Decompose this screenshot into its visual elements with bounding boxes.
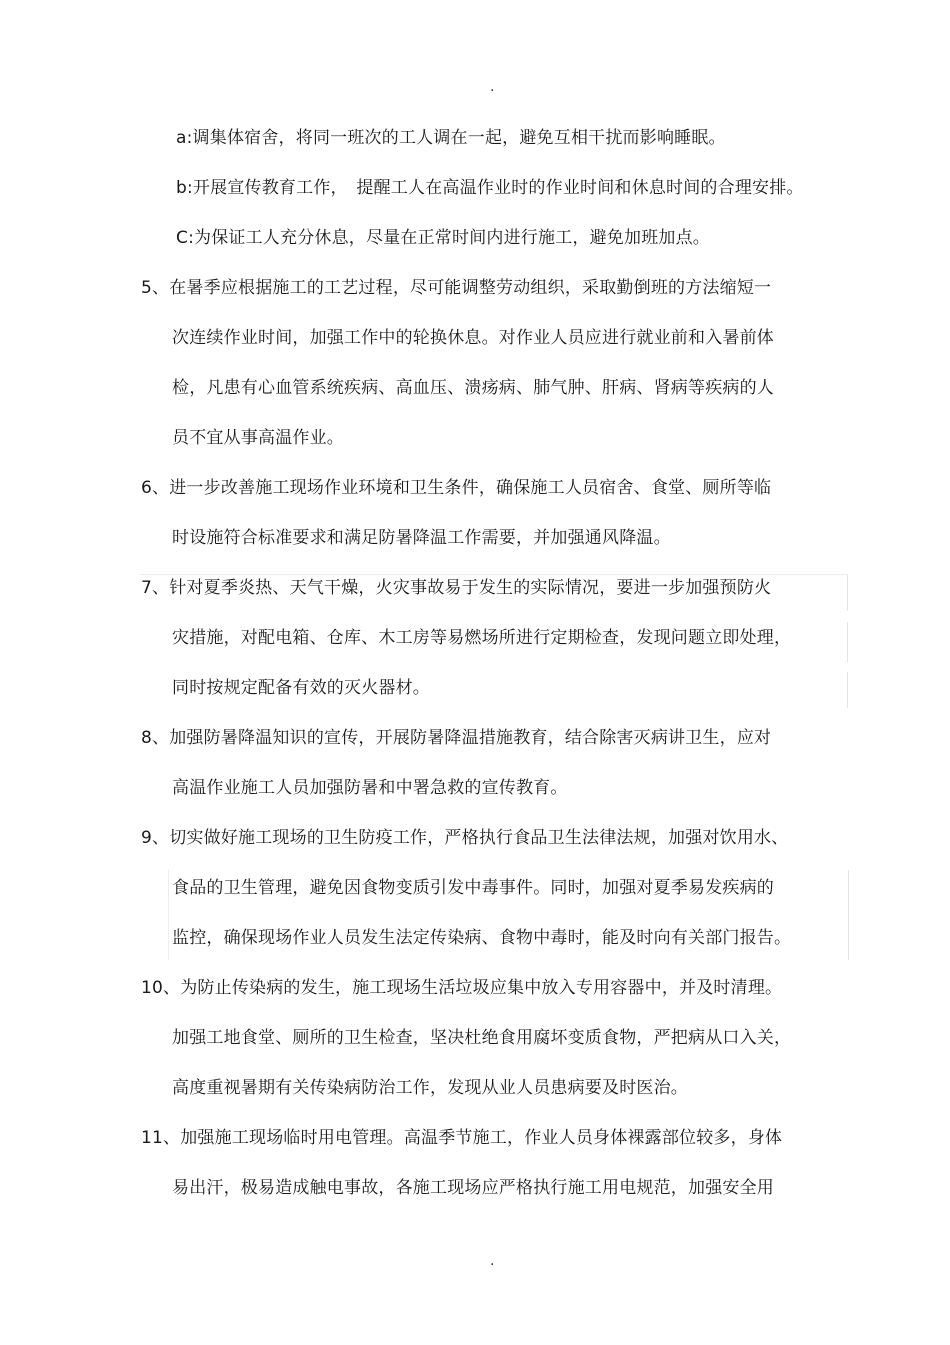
item-8-line-1: 8、加强防暑降温知识的宣传，开展防暑降温措施教育，结合除害灭病讲卫生，应对 <box>141 728 772 748</box>
sub-item-b: b:开展宣传教育工作， 提醒工人在高温作业时的作业时间和休息时间的合理安排。 <box>176 178 804 198</box>
item-9-line-3: 监控，确保现场作业人员发生法定传染病、食物中毒时，能及时向有关部门报告。 <box>172 928 792 948</box>
item-5-line-3: 检，凡患有心血管系统疾病、高血压、溃疡病、肺气肿、肝病、肾病等疾病的人 <box>172 378 774 398</box>
sub-item-a: a:调集体宿舍，将同一班次的工人调在一起，避免互相干扰而影响睡眠。 <box>176 128 726 148</box>
item-11-line-1: 11、加强施工现场临时用电管理。高温季节施工，作业人员身体裸露部位较多，身体 <box>141 1128 783 1148</box>
item-5-line-2: 次连续作业时间，加强工作中的轮换休息。对作业人员应进行就业前和入暑前体 <box>172 328 774 348</box>
page-top-marker: . <box>490 79 495 95</box>
item-11-line-2: 易出汗，极易造成触电事故，各施工现场应严格执行施工用电规范，加强安全用 <box>172 1178 774 1198</box>
item-5-line-1: 5、在暑季应根据施工的工艺过程，尽可能调整劳动组织，采取勤倒班的方法缩短一 <box>141 278 772 298</box>
item-10-line-2: 加强工地食堂、厕所的卫生检查，坚决杜绝食用腐坏变质食物，严把病从口入关， <box>172 1028 792 1048</box>
item-9-line-1: 9、切实做好施工现场的卫生防疫工作，严格执行食品卫生法律法规，加强对饮用水、 <box>141 828 789 848</box>
item-10-line-1: 10、为防止传染病的发生，施工现场生活垃圾应集中放入专用容器中，并及时清理。 <box>141 978 783 998</box>
item-7-line-1: 7、针对夏季炎热、天气干燥，火灾事故易于发生的实际情况，要进一步加强预防火 <box>141 578 772 598</box>
page-bottom-marker: . <box>490 1253 495 1269</box>
item-9-line-2: 食品的卫生管理，避免因食物变质引发中毒事件。同时，加强对夏季易发疾病的 <box>172 878 774 898</box>
item-6-line-2: 时设施符合标准要求和满足防暑降温工作需要，并加强通风降温。 <box>172 528 671 548</box>
sub-item-c: C:为保证工人充分休息，尽量在正常时间内进行施工，避免加班加点。 <box>176 228 710 248</box>
item-6-line-1: 6、进一步改善施工现场作业环境和卫生条件，确保施工人员宿舍、食堂、厕所等临 <box>141 478 772 498</box>
item-5-line-4: 员不宜从事高温作业。 <box>172 428 344 448</box>
item-8-line-2: 高温作业施工人员加强防暑和中署急救的宣传教育。 <box>172 778 568 798</box>
item-7-line-2: 灾措施，对配电箱、仓库、木工房等易燃场所进行定期检查，发现问题立即处理， <box>172 628 792 648</box>
item-7-line-3: 同时按规定配备有效的灭火器材。 <box>172 678 430 698</box>
item-10-line-3: 高度重视暑期有关传染病防治工作，发现从业人员患病要及时医治。 <box>172 1078 688 1098</box>
